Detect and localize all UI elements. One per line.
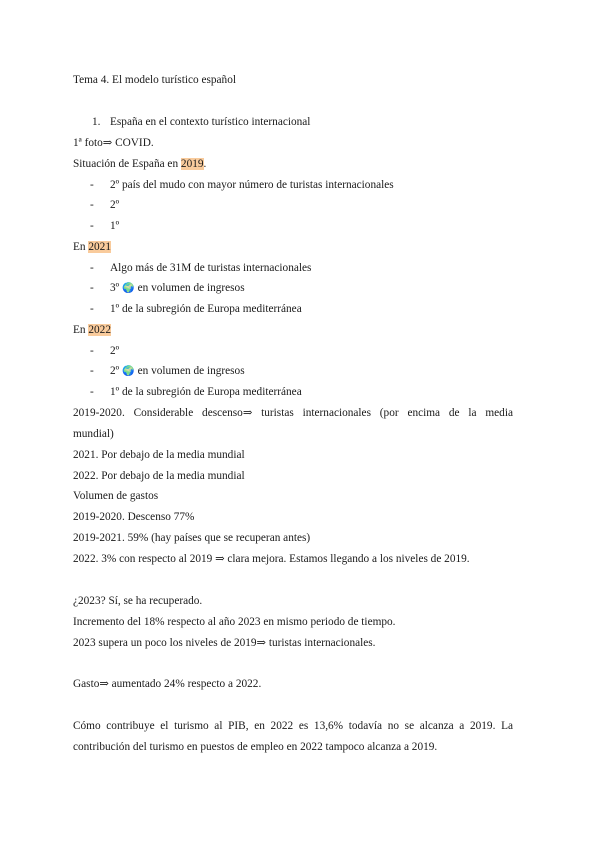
section-heading [0,115,600,129]
document-title: Tema 4. El modelo turístico español [73,74,236,86]
bullet-text: Algo más de 31M de turistas internacionales [110,262,312,274]
list-item [0,364,600,378]
rank-text: 2º [110,365,120,377]
bullet-text: 1º [110,220,120,232]
bullet-text: 2º [110,199,120,211]
line-gasto-2022: 2022. 3% con respecto al 2019 ⇒ clara mejora. Estamos llegando a los niveles de 2019. [73,553,470,565]
line-situacion-2019 [73,157,206,171]
paragraph-2019-2020-cont: mundial) [73,428,114,440]
list-item [0,281,600,295]
list-item [0,385,600,399]
list-item [0,261,600,275]
bullet-text: 1º de la subregión de Europa mediterránea [110,386,302,398]
bullet-text: 1º de la subregión de Europa mediterránea [110,303,302,315]
section-number: 1. [92,116,101,128]
paragraph-2019-2020: 2019-2020. Considerable descenso⇒ turistas internacionales (por encima de la media [73,407,513,419]
highlight-2022: 2022 [88,324,111,336]
bullet-text [110,364,245,379]
bullet-dash: - [90,179,94,191]
heading-2021 [73,240,111,254]
situacion-period: . [203,158,207,170]
line-gasto-2019-2020: 2019-2020. Descenso 77% [73,511,195,523]
heading-2022 [73,323,111,337]
bullet-text [110,281,245,296]
bullet-dash: - [90,386,94,398]
bullet-text: 2º país del mudo con mayor número de turistas internacionales [110,179,394,191]
globe-icon: 🌍 [122,283,135,294]
list-item [0,178,600,192]
highlight-2021: 2021 [88,241,111,253]
bullet-dash: - [90,303,94,315]
line-2022: 2022. Por debajo de la media mundial [73,470,245,482]
list-item [0,344,600,358]
line-volumen-gastos: Volumen de gastos [73,490,159,502]
list-item [0,302,600,316]
line-2023-supera: 2023 supera un poco los niveles de 2019⇒ turistas internacionales. [73,637,376,649]
situacion-text: Situación de España en [73,158,181,170]
bullet-dash: - [90,345,94,357]
bullet-dash: - [90,365,94,377]
list-item [0,219,600,233]
line-foto-covid: 1ª foto⇒ COVID. [73,137,154,149]
bullet-text: 2º [110,345,120,357]
bullet-dash: - [90,282,94,294]
list-item [0,198,600,212]
ingresos-text: en volumen de ingresos [137,282,245,294]
section-heading-text: España en el contexto turístico internacional [110,116,311,128]
heading-prefix: En [73,241,89,253]
line-gasto: Gasto⇒ aumentado 24% respecto a 2022. [73,678,262,690]
paragraph-pib-cont: contribución del turismo en puestos de empleo en 2022 tampoco alcanza a 2019. [73,741,438,753]
heading-prefix: En [73,324,89,336]
ingresos-text: en volumen de ingresos [137,365,245,377]
globe-icon: 🌍 [122,366,135,377]
line-2023-question: ¿2023? Sí, se ha recuperado. [73,595,203,607]
highlight-2019: 2019 [180,158,204,170]
line-2021: 2021. Por debajo de la media mundial [73,449,245,461]
bullet-dash: - [90,220,94,232]
paragraph-pib: Cómo contribuye el turismo al PIB, en 2022 es 13,6% todavía no se alcanza a 2019. La [73,720,513,732]
rank-text: 3º [110,282,120,294]
bullet-dash: - [90,262,94,274]
line-gasto-2019-2021: 2019-2021. 59% (hay países que se recuperan antes) [73,532,311,544]
line-incremento: Incremento del 18% respecto al año 2023 en mismo periodo de tiempo. [73,616,396,628]
bullet-dash: - [90,199,94,211]
